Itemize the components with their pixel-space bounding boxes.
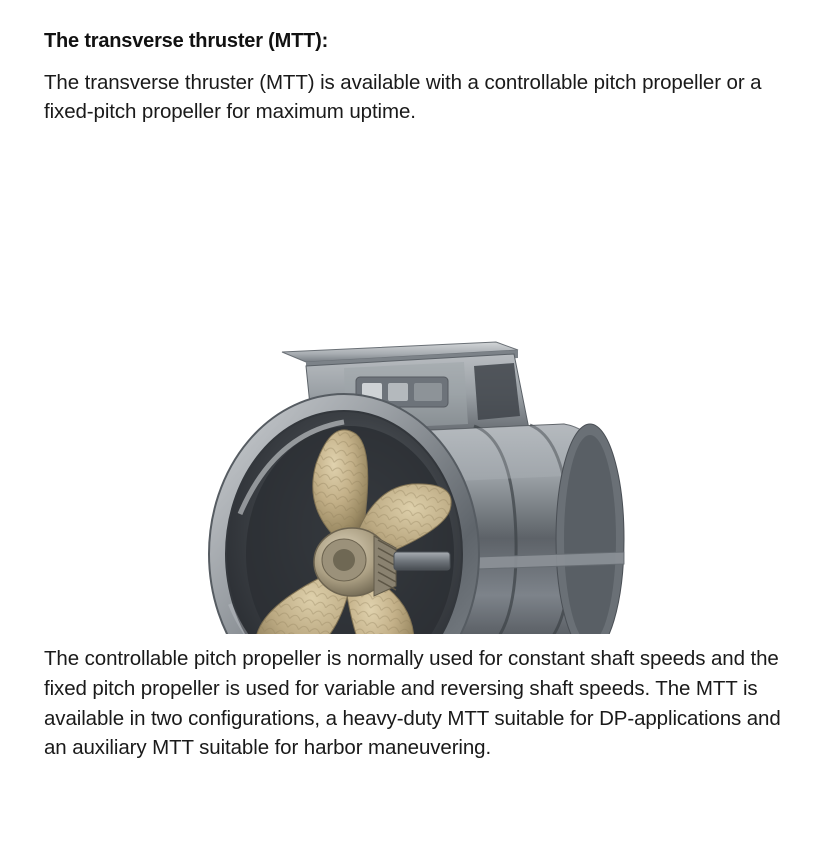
intro-paragraph: The transverse thruster (MTT) is available with a controllable pitch propeller or a fixed-pitch propeller for maximum uptime. [44, 71, 762, 124]
figure-stage [44, 134, 786, 634]
transverse-thruster-illustration [44, 134, 786, 634]
closing-paragraph: The controllable pitch propeller is normally used for constant shaft speeds and the fixed pitch propeller is used for variable and reversing shaft speeds. The MTT is available in two configurations, a heavy-duty MTT suitable for DP-applications and an auxiliary MTT suitable for harbor maneuvering. [44, 647, 781, 760]
thruster-figure [44, 134, 786, 634]
page-title: The transverse thruster (MTT): [44, 30, 329, 52]
drive-shaft [394, 552, 450, 570]
